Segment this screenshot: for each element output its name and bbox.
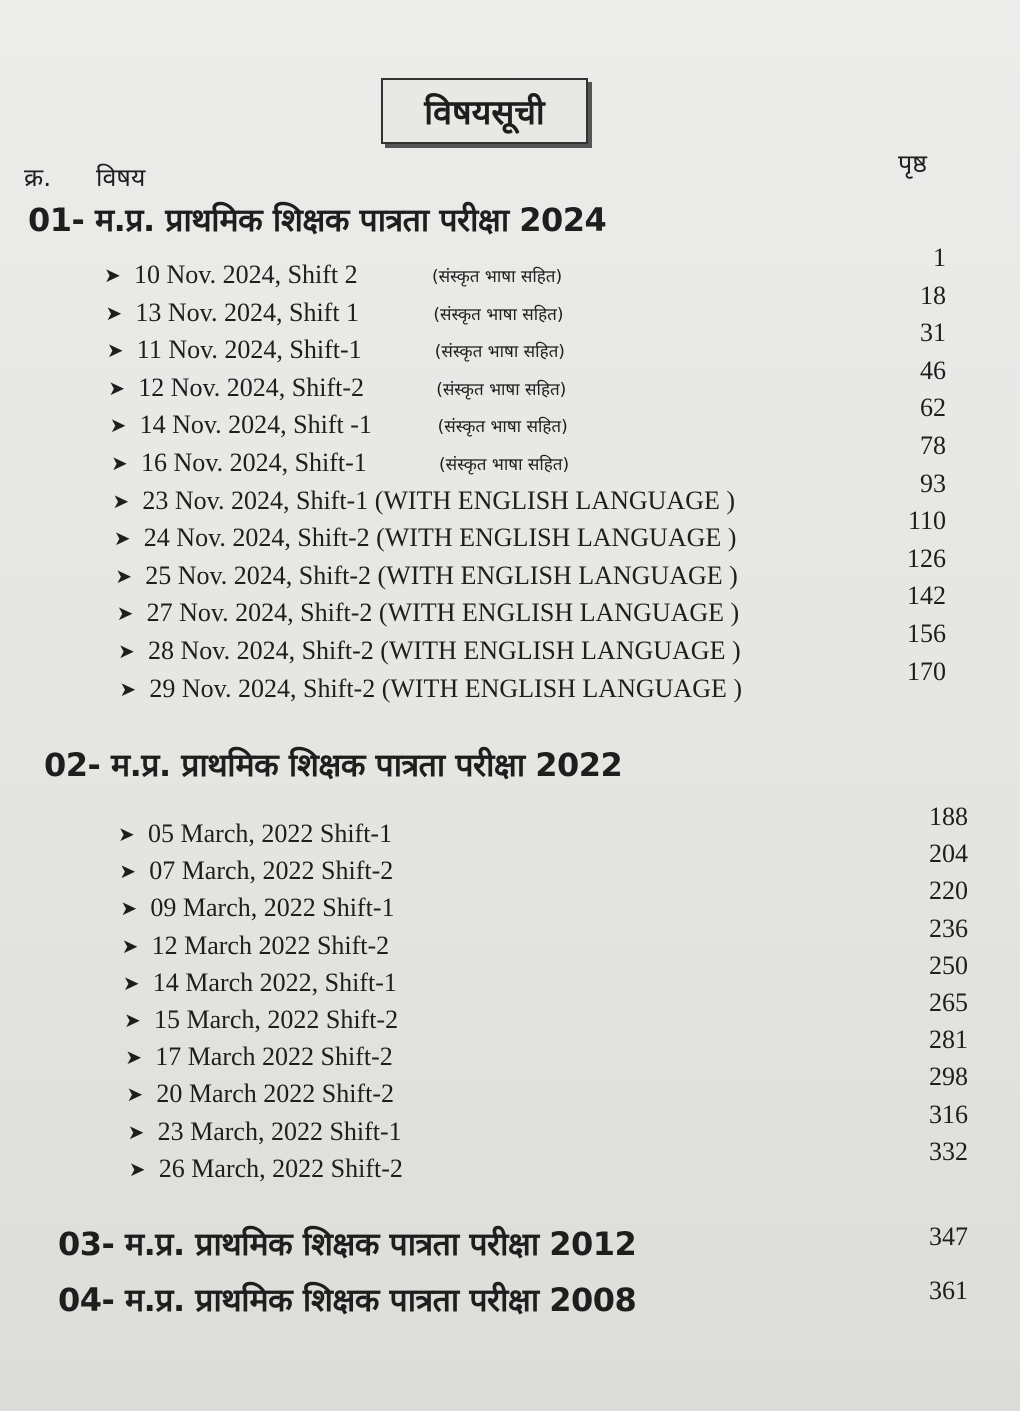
arrow-bullet-icon: ➤ — [113, 526, 131, 551]
entry-text: 10 Nov. 2024, Shift 2 — [134, 260, 358, 289]
entry-text: 23 March, 2022 Shift-1 — [157, 1116, 402, 1146]
arrow-bullet-icon: ➤ — [104, 263, 121, 287]
entry-text: 12 Nov. 2024, Shift-2 — [138, 372, 364, 402]
arrow-bullet-icon: ➤ — [111, 451, 128, 475]
page-number: 265 — [929, 988, 968, 1017]
entry-note: (संस्कृत भाषा सहित) — [439, 455, 570, 475]
page-number: 156 — [907, 619, 946, 648]
page-number: 298 — [929, 1062, 968, 1092]
contents-entry — [124, 1002, 398, 1038]
page-number: 93 — [920, 468, 946, 498]
section-number: 01- — [28, 201, 85, 239]
page-number: 188 — [929, 802, 968, 831]
page-column-header: पृष्ठ — [898, 149, 927, 178]
contents-entry — [104, 257, 358, 293]
contents-entry — [117, 595, 740, 631]
contents-entry — [120, 890, 394, 926]
entry-text: 09 March, 2022 Shift-1 — [150, 893, 395, 923]
entry-text: 11 Nov. 2024, Shift-1 — [136, 335, 362, 365]
section-01-heading — [28, 198, 606, 241]
contents-entry — [115, 558, 738, 594]
page-number: 31 — [920, 318, 946, 348]
arrow-bullet-icon: ➤ — [121, 933, 139, 958]
arrow-bullet-icon: ➤ — [108, 375, 125, 400]
arrow-bullet-icon: ➤ — [118, 639, 135, 663]
arrow-bullet-icon: ➤ — [106, 338, 124, 363]
contents-entry — [111, 445, 367, 481]
contents-entry — [118, 816, 392, 852]
entry-text: 12 March 2022 Shift-2 — [151, 930, 390, 960]
serial-column-header: क्र. — [24, 163, 52, 192]
contents-entry — [126, 1076, 394, 1112]
entry-text: 07 March, 2022 Shift-2 — [149, 856, 394, 886]
section-title: म.प्र. प्राथमिक शिक्षक पात्रता परीक्षा 2008 — [124, 1281, 637, 1319]
section-number: 03- — [58, 1225, 115, 1263]
entry-text: 29 Nov. 2024, Shift-2 (WITH ENGLISH LANGUAGE ) — [149, 673, 743, 703]
entry-note: (संस्कृत भाषा सहित) — [433, 304, 564, 325]
page-number: 316 — [929, 1099, 968, 1129]
arrow-bullet-icon: ➤ — [116, 601, 134, 626]
entry-text: 24 Nov. 2024, Shift-2 (WITH ENGLISH LANGUAGE ) — [143, 523, 737, 553]
arrow-bullet-icon: ➤ — [120, 896, 138, 921]
entry-text: 14 March 2022, Shift-1 — [152, 967, 397, 997]
entry-text: 13 Nov. 2024, Shift 1 — [135, 297, 360, 327]
arrow-bullet-icon: ➤ — [126, 1082, 144, 1107]
contents-entry — [118, 633, 741, 669]
entry-text: 27 Nov. 2024, Shift-2 (WITH ENGLISH LANGUAGE ) — [146, 598, 740, 628]
contents-entry — [123, 965, 397, 1001]
contents-entry — [119, 853, 393, 889]
page-number: 62 — [920, 393, 946, 423]
contents-entry — [125, 1039, 393, 1075]
entry-text: 15 March, 2022 Shift-2 — [154, 1005, 399, 1034]
page-number: 361 — [929, 1276, 968, 1305]
arrow-bullet-icon: ➤ — [118, 822, 135, 846]
page-number: 110 — [907, 506, 946, 536]
arrow-bullet-icon: ➤ — [112, 488, 130, 513]
arrow-bullet-icon: ➤ — [105, 300, 123, 325]
page-number: 126 — [907, 543, 946, 573]
section-04-heading — [58, 1278, 636, 1321]
arrow-bullet-icon: ➤ — [119, 676, 137, 701]
page-number: 281 — [929, 1025, 968, 1055]
entry-text: 05 March, 2022 Shift-1 — [148, 819, 393, 848]
page-number: 204 — [929, 839, 968, 869]
entry-text: 20 March 2022 Shift-2 — [156, 1079, 394, 1109]
page-number: 18 — [920, 280, 946, 310]
contents-entry — [128, 1114, 402, 1150]
arrow-bullet-icon: ➤ — [122, 970, 140, 995]
entry-text: 26 March, 2022 Shift-2 — [158, 1153, 403, 1183]
entry-text: 25 Nov. 2024, Shift-2 (WITH ENGLISH LANGUAGE ) — [145, 560, 738, 590]
contents-entry — [112, 483, 735, 519]
section-title: म.प्र. प्राथमिक शिक्षक पात्रता परीक्षा 2022 — [110, 746, 623, 784]
contents-entry — [108, 370, 364, 406]
entry-note: (संस्कृत भाषा सहित) — [436, 379, 567, 400]
page-number: 46 — [920, 355, 946, 385]
arrow-bullet-icon: ➤ — [127, 1119, 145, 1144]
page-number: 250 — [929, 950, 968, 980]
page-number: 142 — [907, 581, 946, 611]
page-number: 236 — [929, 913, 968, 943]
entry-text: 14 Nov. 2024, Shift -1 — [139, 410, 372, 440]
contents-entry — [122, 928, 390, 964]
contents-entry — [107, 332, 362, 368]
contents-entry — [119, 671, 742, 707]
entry-note: (संस्कृत भाषा सहित) — [434, 342, 565, 363]
section-title: म.प्र. प्राथमिक शिक्षक पात्रता परीक्षा 2024 — [94, 201, 607, 239]
page-number: 1 — [933, 243, 946, 272]
entry-note: (संस्कृत भाषा सहित) — [432, 267, 563, 287]
arrow-bullet-icon: ➤ — [124, 1008, 141, 1032]
contents-entry — [110, 407, 372, 443]
arrow-bullet-icon: ➤ — [109, 413, 127, 438]
contents-entry — [114, 520, 737, 556]
entry-text: 16 Nov. 2024, Shift-1 — [141, 448, 367, 477]
contents-title: विषयसूची — [424, 93, 545, 133]
page-number: 220 — [929, 876, 968, 906]
arrow-bullet-icon: ➤ — [128, 1156, 146, 1181]
arrow-bullet-icon: ➤ — [125, 1045, 142, 1070]
entry-text: 17 March 2022 Shift-2 — [155, 1042, 393, 1072]
contents-entry — [105, 295, 359, 331]
section-02-heading — [44, 743, 622, 786]
section-number: 02- — [44, 746, 101, 784]
subject-column-header: विषय — [96, 163, 146, 192]
section-03-heading — [58, 1222, 636, 1265]
section-number: 04- — [58, 1281, 115, 1319]
page-number: 332 — [929, 1136, 968, 1166]
contents-entry — [129, 1151, 403, 1187]
section-title: म.प्र. प्राथमिक शिक्षक पात्रता परीक्षा 2012 — [124, 1225, 637, 1263]
page-number: 78 — [920, 431, 946, 460]
arrow-bullet-icon: ➤ — [119, 859, 136, 884]
arrow-bullet-icon: ➤ — [115, 563, 132, 588]
page-number: 170 — [907, 656, 946, 686]
entry-text: 23 Nov. 2024, Shift-1 (WITH ENGLISH LANGUAGE ) — [142, 485, 736, 515]
entry-text: 28 Nov. 2024, Shift-2 (WITH ENGLISH LANGUAGE ) — [148, 636, 741, 665]
entry-note: (संस्कृत भाषा सहित) — [437, 417, 568, 438]
contents-title-box — [381, 78, 588, 144]
page-number: 347 — [929, 1222, 968, 1251]
